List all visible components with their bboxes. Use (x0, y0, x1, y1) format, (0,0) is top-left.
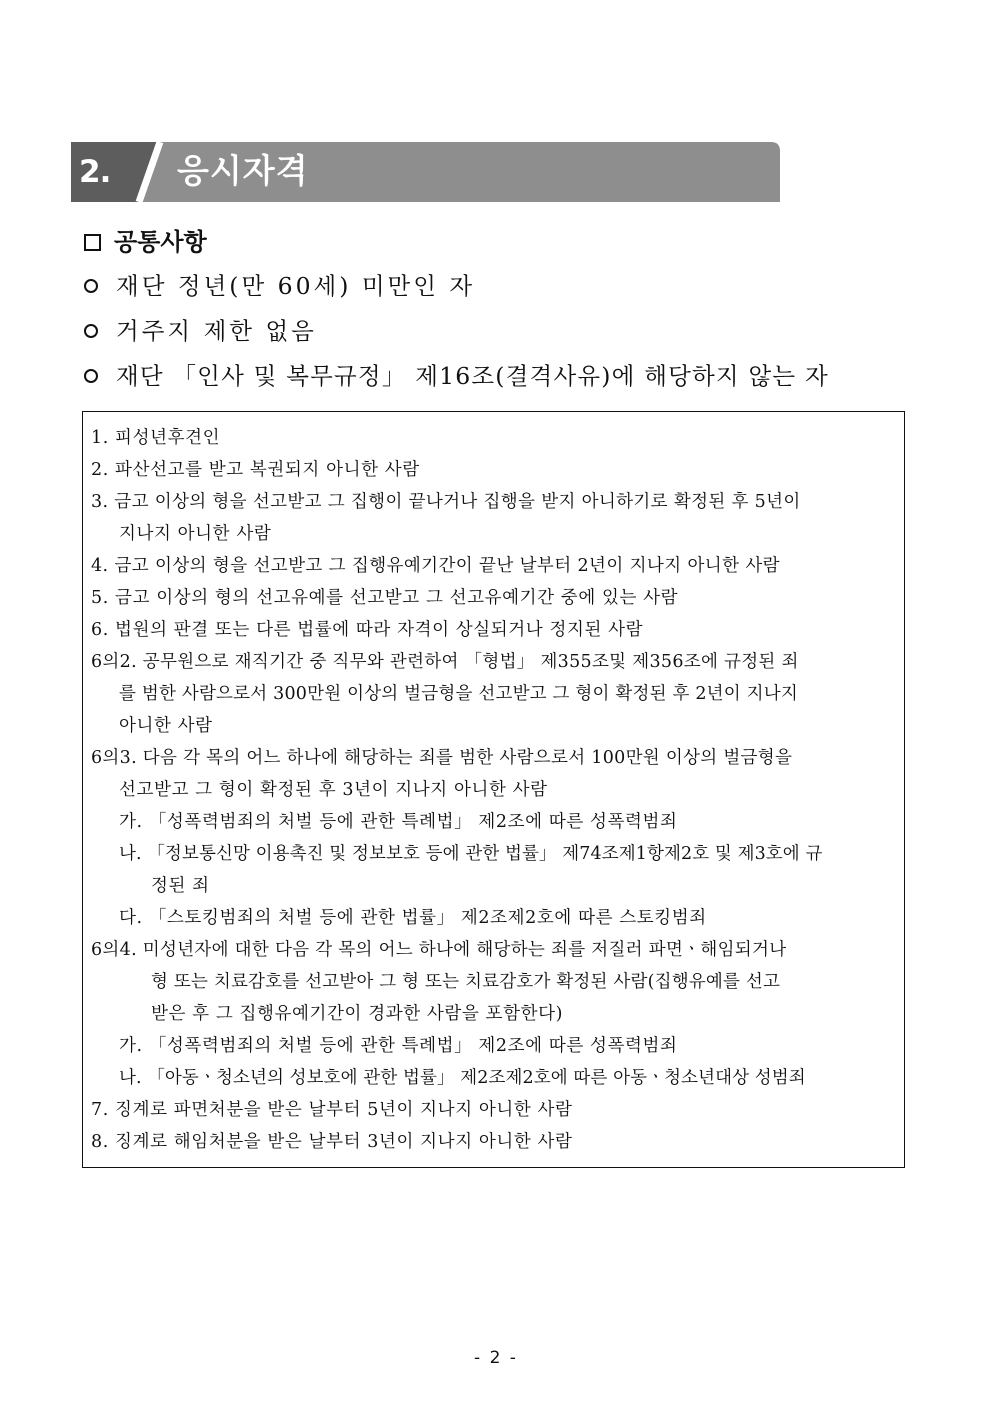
rule-line: 2. 파산선고를 받고 복권되지 아니한 사람 (91, 460, 420, 480)
rule-line: 다. 「스토킹범죄의 처벌 등에 관한 법률」 제2조제2호에 따른 스토킹범죄 (119, 908, 707, 928)
rule-line: 1. 피성년후견인 (91, 428, 221, 448)
rule-line: 6. 법원의 판결 또는 다른 법률에 따라 자격이 상실되거나 정지된 사람 (91, 620, 644, 640)
bullet-text: 재단 정년(만 60세) 미만인 자 (116, 272, 476, 300)
rule-line: 8. 징계로 해임처분을 받은 날부터 3년이 지나지 아니한 사람 (91, 1132, 573, 1152)
rule-line: 받은 후 그 집행유예기간이 경과한 사람을 포함한다) (151, 1004, 564, 1024)
rule-line: 4. 금고 이상의 형을 선고받고 그 집행유예기간이 끝난 날부터 2년이 지나지 아니한 사람 (91, 556, 780, 576)
checkbox-square-icon (84, 234, 101, 251)
bullet-item (84, 269, 475, 303)
rule-line: 가. 「성폭력범죄의 처벌 등에 관한 특례법」 제2조에 따른 성폭력범죄 (119, 812, 678, 832)
rule-line: 나. 「정보통신망 이용촉진 및 정보보호 등에 관한 법률」 제74조제1항제2호 및 제3호에 규 (119, 844, 823, 864)
section-banner (71, 142, 780, 202)
bullet-item (84, 314, 317, 348)
bullet-text: 거주지 제한 없음 (116, 317, 317, 345)
circle-bullet-icon (84, 279, 98, 293)
rule-line: 5. 금고 이상의 형의 선고유예를 선고받고 그 선고유예기간 중에 있는 사람 (91, 588, 679, 608)
disqualification-box (82, 411, 905, 1168)
rule-line: 아니한 사람 (119, 716, 213, 736)
circle-bullet-icon (84, 369, 98, 383)
section-number: 2. (79, 154, 111, 190)
rule-line: 6의3. 다음 각 목의 어느 하나에 해당하는 죄를 범한 사람으로서 100만원 이상의 벌금형을 (91, 748, 793, 768)
rule-line: 6의4. 미성년자에 대한 다음 각 목의 어느 하나에 해당하는 죄를 저질러 파면ㆍ해임되거나 (91, 940, 787, 960)
rule-line: 지나지 아니한 사람 (119, 524, 272, 544)
rule-line: 를 범한 사람으로서 300만원 이상의 벌금형을 선고받고 그 형이 확정된 후 2년이 지나지 (119, 684, 798, 704)
subheading (84, 224, 207, 260)
rule-line: 7. 징계로 파면처분을 받은 날부터 5년이 지나지 아니한 사람 (91, 1100, 573, 1120)
rule-line: 선고받고 그 형이 확정된 후 3년이 지나지 아니한 사람 (119, 780, 548, 800)
bullet-text: 재단 「인사 및 복무규정」 제16조(결격사유)에 해당하지 않는 자 (116, 362, 829, 390)
circle-bullet-icon (84, 324, 98, 338)
section-title: 응시자격 (177, 151, 309, 190)
subheading-text: 공통사항 (114, 228, 207, 256)
page-number: - 2 - (474, 1348, 518, 1368)
rule-line: 가. 「성폭력범죄의 처벌 등에 관한 특례법」 제2조에 따른 성폭력범죄 (119, 1036, 678, 1056)
rule-line: 정된 죄 (151, 876, 210, 896)
rule-line: 3. 금고 이상의 형을 선고받고 그 집행이 끝나거나 집행을 받지 아니하기로 확정된 후 5년이 (91, 492, 801, 512)
bullet-item (84, 359, 829, 393)
rule-line: 형 또는 치료감호를 선고받아 그 형 또는 치료감호가 확정된 사람(집행유예를 선고 (151, 972, 781, 992)
rule-line: 나. 「아동ㆍ청소년의 성보호에 관한 법률」 제2조제2호에 따른 아동ㆍ청소년대상 성범죄 (119, 1068, 806, 1088)
rule-line: 6의2. 공무원으로 재직기간 중 직무와 관련하여 「형법」 제355조및 제356조에 규정된 죄 (91, 652, 799, 672)
